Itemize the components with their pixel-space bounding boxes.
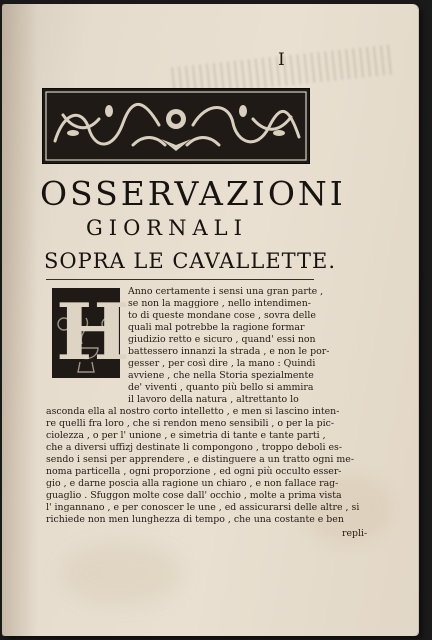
initial-letter: H bbox=[56, 287, 130, 378]
gutter-shadow bbox=[2, 4, 38, 636]
body-line-10: il lavoro della natura , altrettanto lo bbox=[128, 394, 299, 405]
body-line-13: ciolezza , o per l' unione , e simetria di tante e tante parti , bbox=[46, 430, 326, 441]
body-line-16: noma particella , ogni proporzione , ed ogni più occulto esser- bbox=[46, 466, 342, 477]
body-line-19: l' ingannano , e per conoscer le une , ed assicurarsi delle altre , si bbox=[46, 502, 360, 513]
title-line-1: OSSERVAZIONI bbox=[40, 174, 346, 213]
catchword: repli- bbox=[342, 528, 368, 539]
body-line-17: gio , e darne poscia alla ragione un chiaro , e non fallace rag- bbox=[46, 478, 339, 489]
body-line-1: Anno certamente i sensi una gran parte , bbox=[128, 286, 324, 297]
body-line-7: gesser , per così dire , la mano : Quindi bbox=[128, 358, 316, 369]
body-line-2: se non la maggiore , nello intendimen- bbox=[128, 298, 311, 309]
body-line-12: re quelli fra loro , che si rendon meno sensibili , o per la pic- bbox=[46, 418, 335, 429]
body-line-18: guaglio . Sfuggon molte cose dall' occhio , molte a prima vista bbox=[46, 490, 342, 501]
body-line-9: de' viventi , quanto più bello si ammira bbox=[128, 382, 314, 393]
body-line-15: sendo i sensi per apprendere , e distinguere a un tratto ogni me- bbox=[46, 454, 355, 465]
body-line-20: richiede non men lunghezza di tempo , che una costante e ben bbox=[46, 514, 344, 525]
title-line-2: GIORNALI bbox=[86, 216, 248, 240]
title-line-3: SOPRA LE CAVALLETTE. bbox=[44, 249, 337, 273]
body-line-4: quali mal potrebbe la ragione formar bbox=[128, 322, 305, 333]
foxing-stain bbox=[62, 544, 182, 604]
body-line-5: giudizio retto e sicuro , quand' essi non bbox=[128, 334, 316, 345]
body-line-8: avviene , che nella Storia spezialmente bbox=[128, 370, 314, 381]
body-line-3: to di queste mondane cose , sovra delle bbox=[128, 310, 316, 321]
page-number: I bbox=[278, 50, 285, 70]
decorated-initial bbox=[52, 287, 130, 378]
ornamental-headpiece bbox=[42, 88, 310, 164]
body-line-6: battessero innanzi la strada , e non le por- bbox=[128, 346, 330, 357]
book-page bbox=[2, 4, 418, 636]
body-line-14: che a diversi uffizj destinate li compongono , troppo deboli es- bbox=[46, 442, 343, 453]
foliage-ornament-icon bbox=[43, 89, 309, 163]
title-rule bbox=[46, 279, 314, 280]
body-line-11: asconda ella al nostro corto intelletto , e men si lascino inten- bbox=[46, 406, 340, 417]
